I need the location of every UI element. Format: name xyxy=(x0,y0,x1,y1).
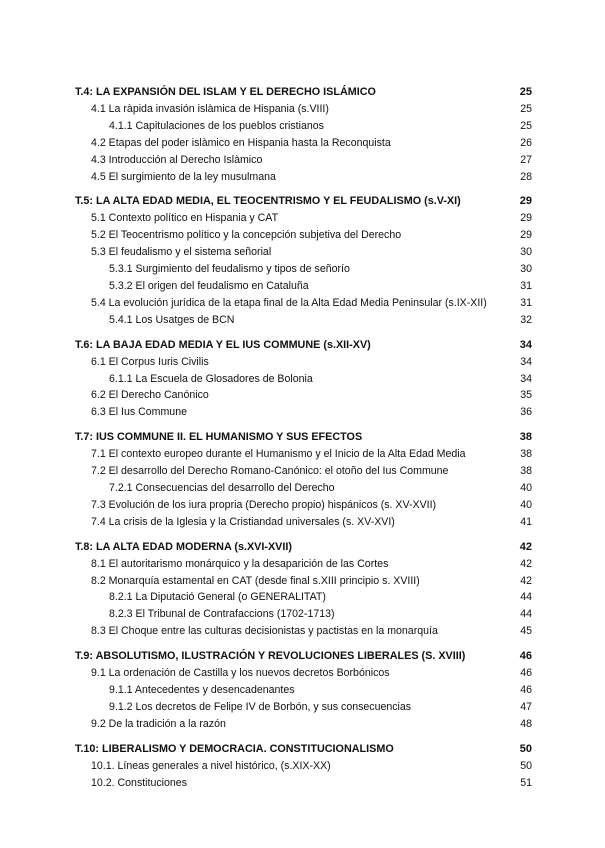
toc-entry-title: 5.2 El Teocentrismo político y la concepción subjetiva del Derecho xyxy=(91,229,402,242)
toc-entry-row[interactable] xyxy=(75,716,532,733)
toc-entry-row[interactable] xyxy=(75,278,532,295)
chapter-title: T.7: IUS COMMUNE II. EL HUMANISMO Y SUS EFECTOS xyxy=(75,431,363,444)
toc-entry-page-number: 35 xyxy=(520,389,532,402)
toc-entry-title: 7.2.1 Consecuencias del desarrollo del Derecho xyxy=(109,482,335,495)
toc-entry-page-number: 31 xyxy=(520,296,532,309)
toc-entry-page-number: 42 xyxy=(520,557,532,570)
toc-chapter xyxy=(75,192,532,328)
chapter-heading-row[interactable] xyxy=(75,83,532,101)
toc-entry-page-number: 29 xyxy=(520,229,532,242)
chapter-title: T.10: LIBERALISMO Y DEMOCRACIA. CONSTITUCIONALISMO xyxy=(75,742,394,755)
toc-entry-title: 5.3 El feudalismo y el sistema señorial xyxy=(91,246,272,259)
toc-entry-page-number: 41 xyxy=(520,515,532,528)
toc-chapter xyxy=(75,647,532,733)
toc-entry-title: 4.2 Etapas del poder islàmico en Hispania hasta la Reconquista xyxy=(91,136,391,149)
toc-entry-page-number: 42 xyxy=(520,574,532,587)
toc-entry-title: 4.1.1 Capitulaciones de los pueblos cristianos xyxy=(109,119,324,132)
chapter-title: T.5: LA ALTA EDAD MEDIA, EL TEOCENTRISMO Y EL FEUDALISMO (s.V-XI) xyxy=(75,195,461,208)
chapter-title: T.9: ABSOLUTISMO, ILUSTRACIÓN Y REVOLUCIONES LIBERALES (S. XVIII) xyxy=(75,650,466,663)
toc-entry-page-number: 45 xyxy=(520,625,532,638)
chapter-page-number: 42 xyxy=(519,540,532,553)
toc-entry-page-number: 38 xyxy=(520,448,532,461)
toc-entry-page-number: 48 xyxy=(520,717,532,730)
toc-entry-row[interactable] xyxy=(75,152,532,169)
toc-entry-row[interactable] xyxy=(75,606,532,623)
toc-entry-title: 5.3.2 El origen del feudalismo en Cataluña xyxy=(109,280,309,293)
toc-entry-title: 9.2 De la tradición a la razón xyxy=(91,717,226,730)
toc-entry-page-number: 28 xyxy=(520,170,532,183)
chapter-title: T.6: LA BAJA EDAD MEDIA Y EL IUS COMMUNE (s.XII-XV) xyxy=(75,338,371,351)
chapter-heading-row[interactable] xyxy=(75,428,532,446)
toc-entry-page-number: 40 xyxy=(520,498,532,511)
chapter-page-number: 50 xyxy=(519,742,532,755)
chapter-heading-row[interactable] xyxy=(75,740,532,758)
toc-entry-page-number: 50 xyxy=(520,759,532,772)
toc-entry-page-number: 38 xyxy=(520,465,532,478)
toc-entry-page-number: 26 xyxy=(520,136,532,149)
toc-entry-title: 4.1 La ràpida invasión islàmica de Hispania (s.VIII) xyxy=(91,103,329,115)
toc-entry-page-number: 46 xyxy=(520,684,532,697)
toc-entry-page-number: 30 xyxy=(520,246,532,259)
toc-entry-row[interactable] xyxy=(75,573,532,590)
toc-entry-page-number: 32 xyxy=(520,313,532,326)
chapter-page-number: 25 xyxy=(519,86,532,98)
toc-entry-row[interactable] xyxy=(75,295,532,312)
toc-entry-row[interactable] xyxy=(75,101,532,118)
toc-entry-title: 7.1 El contexto europeo durante el Humanismo y el Inicio de la Alta Edad Media xyxy=(91,448,466,461)
chapter-page-number: 46 xyxy=(519,650,532,663)
chapter-page-number: 34 xyxy=(519,338,532,351)
toc-entry-row[interactable] xyxy=(75,463,532,480)
toc-entry-title: 4.3 Introducción al Derecho Islàmico xyxy=(91,153,263,166)
toc-entry-row[interactable] xyxy=(75,682,532,699)
toc-entry-row[interactable] xyxy=(75,758,532,775)
toc-entry-row[interactable] xyxy=(75,387,532,404)
toc-entry-page-number: 47 xyxy=(520,700,532,713)
chapter-heading-row[interactable] xyxy=(75,647,532,665)
toc-entry-row[interactable] xyxy=(75,665,532,682)
toc-entry-row[interactable] xyxy=(75,135,532,152)
chapter-page-number: 38 xyxy=(519,431,532,444)
toc-entry-title: 7.4 La crisis de la Iglesia y la Cristiandad universales (s. XV-XVI) xyxy=(91,515,395,528)
toc-entry-title: 6.1.1 La Escuela de Glosadores de Bolonia xyxy=(109,372,313,385)
toc-entry-title: 7.3 Evolución de los iura propria (Derecho propio) hispánicos (s. XV-XVII) xyxy=(91,498,437,511)
toc-chapter xyxy=(75,83,532,185)
toc-entry-page-number: 30 xyxy=(520,263,532,276)
toc-entry-title: 5.4.1 Los Usatges de BCN xyxy=(109,313,235,326)
toc-entry-row[interactable] xyxy=(75,514,532,531)
toc-entry-page-number: 25 xyxy=(520,119,532,132)
toc-entry-row[interactable] xyxy=(75,169,532,186)
toc-entry-row[interactable] xyxy=(75,261,532,278)
toc-entry-page-number: 34 xyxy=(520,355,532,368)
toc-entry-title: 8.1 El autoritarismo monárquico y la desaparición de las Cortes xyxy=(91,557,389,570)
toc-entry-title: 8.2 Monarquía estamental en CAT (desde final s.XIII principio s. XVIII) xyxy=(91,574,420,587)
toc-entry-row[interactable] xyxy=(75,623,532,640)
toc-entry-row[interactable] xyxy=(75,227,532,244)
toc-entry-row[interactable] xyxy=(75,699,532,716)
toc-entry-row[interactable] xyxy=(75,775,532,792)
toc-chapter xyxy=(75,538,532,640)
toc-entry-page-number: 29 xyxy=(520,212,532,225)
toc-entry-title: 7.2 El desarrollo del Derecho Romano-Canónico: el otoño del Ius Commune xyxy=(91,465,449,478)
toc-entry-row[interactable] xyxy=(75,497,532,514)
chapter-heading-row[interactable] xyxy=(75,336,532,354)
toc-entry-row[interactable] xyxy=(75,354,532,371)
table-of-contents xyxy=(75,83,532,792)
toc-entry-page-number: 40 xyxy=(520,482,532,495)
toc-entry-page-number: 44 xyxy=(520,608,532,621)
toc-entry-row[interactable] xyxy=(75,404,532,421)
chapter-title: T.8: LA ALTA EDAD MODERNA (s.XVI-XVII) xyxy=(75,540,292,553)
toc-entry-row[interactable] xyxy=(75,210,532,227)
toc-entry-row[interactable] xyxy=(75,244,532,261)
toc-entry-title: 5.1 Contexto político en Hispania y CAT xyxy=(91,212,279,225)
toc-entry-title: 10.2. Constituciones xyxy=(91,776,187,789)
toc-entry-page-number: 27 xyxy=(520,153,532,166)
chapter-heading-row[interactable] xyxy=(75,192,532,210)
toc-entry-page-number: 34 xyxy=(520,372,532,385)
toc-entry-title: 8.2.1 La Diputació General (o GENERALITAT) xyxy=(109,591,326,604)
toc-entry-page-number: 46 xyxy=(520,667,532,680)
toc-entry-row[interactable] xyxy=(75,480,532,497)
toc-entry-title: 6.2 El Derecho Canónico xyxy=(91,389,209,402)
toc-entry-page-number: 51 xyxy=(520,776,532,789)
toc-entry-title: 4.5 El surgimiento de la ley musulmana xyxy=(91,170,276,183)
chapter-title: T.4: LA EXPANSIÓN DEL ISLAM Y EL DERECHO ISLÁMICO xyxy=(75,86,376,98)
toc-entry-row[interactable] xyxy=(75,118,532,135)
toc-entry-row[interactable] xyxy=(75,556,532,573)
chapter-heading-row[interactable] xyxy=(75,538,532,556)
toc-entry-page-number: 31 xyxy=(520,280,532,293)
toc-entry-title: 5.3.1 Surgimiento del feudalismo y tipos de señorío xyxy=(109,263,350,276)
toc-entry-title: 9.1.2 Los decretos de Felipe IV de Borbón, y sus consecuencias xyxy=(109,700,412,713)
toc-entry-title: 10.1. Líneas generales a nivel histórico, (s.XIX-XX) xyxy=(91,759,331,772)
toc-entry-row[interactable] xyxy=(75,446,532,463)
toc-entry-row[interactable] xyxy=(75,312,532,329)
toc-entry-title: 6.1 El Corpus Iuris Civilis xyxy=(91,355,209,368)
toc-chapter xyxy=(75,740,532,792)
toc-entry-row[interactable] xyxy=(75,589,532,606)
toc-entry-title: 8.2.3 El Tribunal de Contrafaccions (1702-1713) xyxy=(109,608,335,621)
toc-entry-page-number: 25 xyxy=(520,103,532,115)
toc-entry-page-number: 44 xyxy=(520,591,532,604)
toc-chapter xyxy=(75,428,532,530)
toc-entry-title: 9.1.1 Antecedentes y desencadenantes xyxy=(109,684,295,697)
toc-entry-title: 6.3 El Ius Commune xyxy=(91,406,187,419)
toc-entry-row[interactable] xyxy=(75,371,532,388)
toc-entry-title: 9.1 La ordenación de Castilla y los nuevos decretos Borbónicos xyxy=(91,667,390,680)
toc-chapter xyxy=(75,336,532,422)
toc-entry-page-number: 36 xyxy=(520,406,532,419)
toc-entry-title: 8.3 El Choque entre las culturas decisionistas y pactistas en la monarquía xyxy=(91,625,438,638)
chapter-page-number: 29 xyxy=(519,195,532,208)
toc-entry-title: 5.4 La evolución jurídica de la etapa final de la Alta Edad Media Peninsular (s.IX-XII) xyxy=(91,296,487,309)
